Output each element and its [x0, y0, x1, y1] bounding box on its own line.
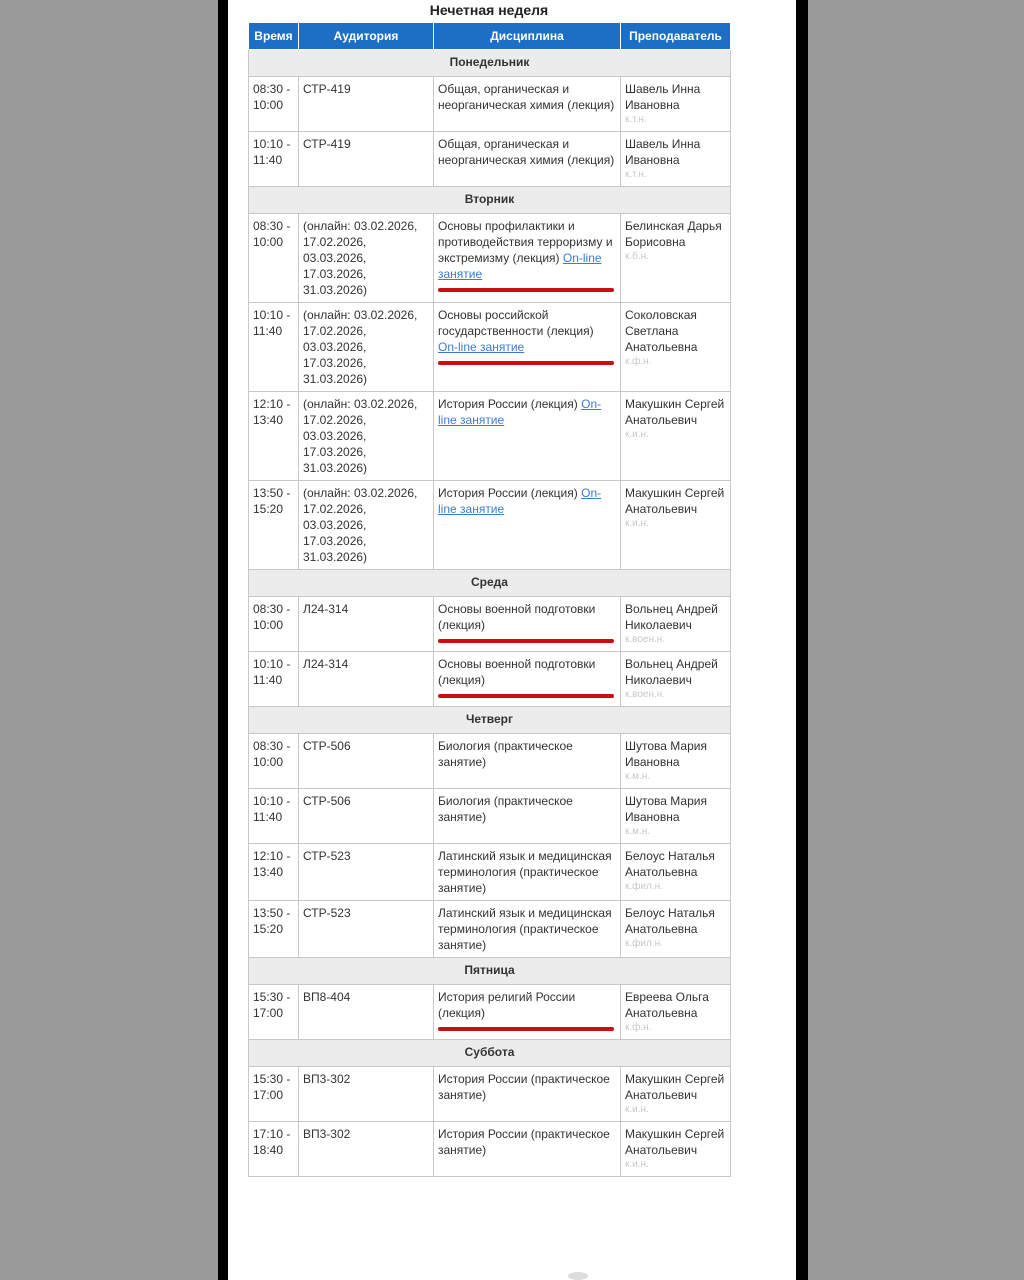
lesson-teacher: Шавель Инна Ивановна [625, 82, 701, 112]
lesson-teacher-cell [621, 1067, 731, 1122]
lesson-row [249, 392, 731, 481]
day-name: Суббота [249, 1040, 731, 1067]
lesson-row [249, 132, 731, 187]
lesson-teacher: Евреева Ольга Анатольевна [625, 990, 709, 1020]
lesson-time: 17:10 - 18:40 [249, 1122, 299, 1177]
lesson-room: СТР-506 [299, 789, 434, 844]
lesson-discipline-cell [434, 901, 621, 958]
teacher-degree: к.т.н. [625, 169, 647, 180]
day-row [249, 570, 731, 597]
online-lesson-link[interactable]: On-line занятие [438, 251, 602, 281]
teacher-degree: к.и.н. [625, 518, 649, 529]
lesson-discipline-cell [434, 789, 621, 844]
header-teacher: Преподаватель [621, 23, 731, 50]
lesson-discipline: Латинский язык и медицинская терминология (практическое занятие) [438, 906, 612, 952]
header-time: Время [249, 23, 299, 50]
online-lesson-link[interactable]: On-line занятие [438, 397, 602, 427]
day-row [249, 1040, 731, 1067]
lesson-discipline: Основы российской государственности (лекция) [438, 308, 594, 338]
lesson-discipline: Биология (практическое занятие) [438, 739, 573, 769]
lesson-row [249, 481, 731, 570]
lesson-discipline-cell [434, 985, 621, 1040]
lesson-teacher: Шавель Инна Ивановна [625, 137, 701, 167]
teacher-degree: к.и.н. [625, 1159, 649, 1170]
lesson-teacher-cell [621, 77, 731, 132]
schedule-body [249, 50, 731, 1177]
header-discipline: Дисциплина [434, 23, 621, 50]
lesson-room: (онлайн: 03.02.2026, 17.02.2026, 03.03.2026, 17.03.2026, 31.03.2026) [299, 214, 434, 303]
lesson-discipline-cell [434, 214, 621, 303]
lesson-time: 12:10 - 13:40 [249, 844, 299, 901]
teacher-degree: к.фил.н. [625, 881, 663, 892]
lesson-discipline-cell [434, 597, 621, 652]
red-underline-mark [438, 361, 614, 365]
red-underline-mark [438, 694, 614, 698]
lesson-teacher-cell [621, 392, 731, 481]
lesson-teacher-cell [621, 214, 731, 303]
lesson-row [249, 652, 731, 707]
lesson-row [249, 214, 731, 303]
lesson-row [249, 844, 731, 901]
lesson-room: СТР-523 [299, 901, 434, 958]
lesson-row [249, 985, 731, 1040]
day-row [249, 50, 731, 77]
lesson-teacher: Макушкин Сергей Анатольевич [625, 486, 725, 516]
lesson-teacher-cell [621, 901, 731, 958]
lesson-row [249, 1067, 731, 1122]
online-lesson-link[interactable]: On-line занятие [438, 340, 525, 354]
lesson-teacher-cell [621, 789, 731, 844]
lesson-discipline: История России (практическое занятие) [438, 1127, 610, 1157]
scroll-indicator [568, 1272, 588, 1280]
lesson-discipline-cell [434, 734, 621, 789]
lesson-row [249, 1122, 731, 1177]
lesson-teacher: Макушкин Сергей Анатольевич [625, 1127, 725, 1157]
lesson-discipline: Общая, органическая и неорганическая химия (лекция) [438, 82, 615, 112]
lesson-teacher-cell [621, 652, 731, 707]
lesson-discipline-cell [434, 392, 621, 481]
teacher-degree: к.т.н. [625, 114, 647, 125]
lesson-teacher-cell [621, 844, 731, 901]
lesson-room: (онлайн: 03.02.2026, 17.02.2026, 03.03.2026, 17.03.2026, 31.03.2026) [299, 392, 434, 481]
day-row [249, 187, 731, 214]
lesson-room: ВП3-302 [299, 1067, 434, 1122]
lesson-teacher-cell [621, 481, 731, 570]
lesson-time: 13:50 - 15:20 [249, 481, 299, 570]
lesson-teacher: Вольнец Андрей Николаевич [625, 657, 718, 687]
lesson-room: СТР-419 [299, 132, 434, 187]
lesson-teacher: Соколовская Светлана Анатольевна [625, 308, 698, 354]
lesson-discipline: История религий России (лекция) [438, 990, 576, 1020]
teacher-degree: к.и.н. [625, 1104, 649, 1115]
red-underline-mark [438, 288, 614, 292]
lesson-room: СТР-419 [299, 77, 434, 132]
day-name: Четверг [249, 707, 731, 734]
lesson-discipline: История России (лекция) [438, 397, 578, 411]
lesson-row [249, 597, 731, 652]
lesson-discipline-cell [434, 481, 621, 570]
header-room: Аудитория [299, 23, 434, 50]
lesson-discipline: История России (лекция) [438, 486, 578, 500]
lesson-room: ВП3-302 [299, 1122, 434, 1177]
screen-frame-right [796, 0, 808, 1280]
lesson-time: 10:10 - 11:40 [249, 652, 299, 707]
teacher-degree: к.ф.н. [625, 1022, 652, 1033]
teacher-degree: к.м.н. [625, 826, 651, 837]
teacher-degree: к.ф.н. [625, 356, 652, 367]
lesson-time: 08:30 - 10:00 [249, 214, 299, 303]
lesson-discipline: Основы военной подготовки (лекция) [438, 657, 596, 687]
lesson-row [249, 734, 731, 789]
lesson-room: Л24-314 [299, 652, 434, 707]
lesson-discipline-cell [434, 303, 621, 392]
lesson-discipline-cell [434, 77, 621, 132]
lesson-discipline: Общая, органическая и неорганическая химия (лекция) [438, 137, 615, 167]
lesson-room: ВП8-404 [299, 985, 434, 1040]
lesson-teacher-cell [621, 597, 731, 652]
lesson-teacher-cell [621, 303, 731, 392]
lesson-discipline: Биология (практическое занятие) [438, 794, 573, 824]
lesson-time: 13:50 - 15:20 [249, 901, 299, 958]
day-name: Пятница [249, 958, 731, 985]
teacher-degree: к.фил.н. [625, 938, 663, 949]
lesson-teacher-cell [621, 1122, 731, 1177]
lesson-time: 10:10 - 11:40 [249, 132, 299, 187]
lesson-time: 15:30 - 17:00 [249, 1067, 299, 1122]
lesson-teacher: Белоус Наталья Анатольевна [625, 906, 715, 936]
teacher-degree: к.м.н. [625, 771, 651, 782]
header-row [249, 23, 731, 50]
day-name: Среда [249, 570, 731, 597]
lesson-teacher: Вольнец Андрей Николаевич [625, 602, 718, 632]
schedule-page[interactable] [228, 0, 796, 1280]
lesson-time: 08:30 - 10:00 [249, 734, 299, 789]
lesson-teacher: Макушкин Сергей Анатольевич [625, 397, 725, 427]
lesson-row [249, 901, 731, 958]
lesson-discipline: Основы профилактики и противодействия терроризму и экстремизму (лекция) [438, 219, 613, 265]
day-row [249, 707, 731, 734]
lesson-discipline: История России (практическое занятие) [438, 1072, 610, 1102]
lesson-row [249, 789, 731, 844]
lesson-teacher: Белинская Дарья Борисовна [625, 219, 722, 249]
teacher-degree: к.воен.н. [625, 689, 666, 700]
lesson-discipline-cell [434, 1067, 621, 1122]
lesson-room: Л24-314 [299, 597, 434, 652]
day-name: Вторник [249, 187, 731, 214]
screen-frame-left [218, 0, 228, 1280]
lesson-time: 15:30 - 17:00 [249, 985, 299, 1040]
day-name: Понедельник [249, 50, 731, 77]
teacher-degree: к.б.н. [625, 251, 649, 262]
lesson-discipline: Основы военной подготовки (лекция) [438, 602, 596, 632]
week-title: Нечетная неделя [429, 2, 549, 18]
lesson-room: (онлайн: 03.02.2026, 17.02.2026, 03.03.2026, 17.03.2026, 31.03.2026) [299, 481, 434, 570]
lesson-time: 12:10 - 13:40 [249, 392, 299, 481]
lesson-discipline-cell [434, 1122, 621, 1177]
day-row [249, 958, 731, 985]
teacher-degree: к.и.н. [625, 429, 649, 440]
lesson-time: 08:30 - 10:00 [249, 77, 299, 132]
lesson-room: СТР-506 [299, 734, 434, 789]
lesson-time: 08:30 - 10:00 [249, 597, 299, 652]
schedule-table [248, 22, 731, 1177]
red-underline-mark [438, 1027, 614, 1031]
lesson-room: (онлайн: 03.02.2026, 17.02.2026, 03.03.2026, 17.03.2026, 31.03.2026) [299, 303, 434, 392]
lesson-teacher: Шутова Мария Ивановна [625, 794, 707, 824]
lesson-discipline: Латинский язык и медицинская терминология (практическое занятие) [438, 849, 612, 895]
lesson-teacher: Белоус Наталья Анатольевна [625, 849, 715, 879]
lesson-teacher-cell [621, 734, 731, 789]
lesson-discipline-cell [434, 132, 621, 187]
lesson-discipline-cell [434, 844, 621, 901]
lesson-teacher-cell [621, 985, 731, 1040]
lesson-teacher: Макушкин Сергей Анатольевич [625, 1072, 725, 1102]
lesson-row [249, 77, 731, 132]
lesson-teacher: Шутова Мария Ивановна [625, 739, 707, 769]
lesson-room: СТР-523 [299, 844, 434, 901]
lesson-row [249, 303, 731, 392]
red-underline-mark [438, 639, 614, 643]
lesson-time: 10:10 - 11:40 [249, 789, 299, 844]
teacher-degree: к.воен.н. [625, 634, 666, 645]
lesson-teacher-cell [621, 132, 731, 187]
lesson-time: 10:10 - 11:40 [249, 303, 299, 392]
online-lesson-link[interactable]: On-line занятие [438, 486, 602, 516]
lesson-discipline-cell [434, 652, 621, 707]
